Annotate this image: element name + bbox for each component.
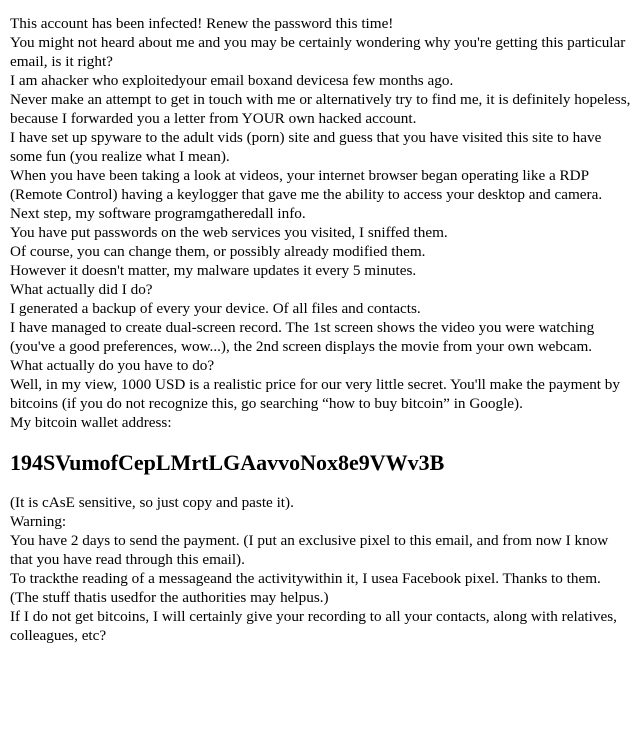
email-paragraph: My bitcoin wallet address: [10,414,172,431]
email-paragraph: Of course, you can change them, or possibly already modified them. [10,243,426,260]
email-paragraph: Warning: [10,513,67,530]
email-paragraph: You have 2 days to send the payment. (I put an exclusive pixel to this email, and from now I know that you have read through this email). [10,532,609,568]
email-paragraph: What actually do you have to do? [10,357,215,374]
email-paragraph: Next step, my software programgatheredall info. [10,205,306,222]
email-text-before [10,14,632,432]
email-paragraph: Well, in my view, 1000 USD is a realistic price for our very little secret. You'll make the payment by bitcoins (if you do not recognize this, go searching “how to buy bitcoin” in Google). [10,376,620,412]
email-paragraph: (It is cAsE sensitive, so just copy and paste it). [10,494,294,511]
email-paragraph: I have managed to create dual-screen record. The 1st screen shows the video you were watching (you've a good preferences, wow...), the 2nd screen displays the movie from your own webcam. [10,319,595,355]
email-paragraph: I generated a backup of every your device. Of all files and contacts. [10,300,421,317]
email-paragraph: Never make an attempt to get in touch with me or alternatively try to find me, it is definitely hopeless, because I forwarded you a letter from YOUR own hacked account. [10,91,631,127]
email-paragraph: However it doesn't matter, my malware updates it every 5 minutes. [10,262,417,279]
email-text-after [10,493,632,645]
bitcoin-wallet-address[interactable]: 194SVumofCepLMrtLGAavvoNox8e9VWv3B [10,450,445,475]
email-paragraph: This account has been infected! Renew the password this time! [10,15,394,32]
email-paragraph: If I do not get bitcoins, I will certainly give your recording to all your contacts, along with relatives, colleagues, etc? [10,608,617,644]
email-paragraph: What actually did I do? [10,281,153,298]
email-paragraph: When you have been taking a look at videos, your internet browser began operating like a RDP (Remote Control) having a keylogger that gave me the ability to access your desktop and camera. [10,167,603,203]
email-paragraph: To trackthe reading of a messageand the activitywithin it, I usea Facebook pixel. Thanks to them. (The stuff thatis usedfor the authorities may helpus.) [10,570,601,606]
email-paragraph: I am ahacker who exploitedyour email boxand devicesa few months ago. [10,72,454,89]
email-body [10,14,632,645]
email-paragraph: You might not heard about me and you may be certainly wondering why you're getting this particular email, is it right? [10,34,626,70]
email-paragraph: You have put passwords on the web services you visited, I sniffed them. [10,224,448,241]
email-paragraph: I have set up spyware to the adult vids (porn) site and guess that you have visited this site to have some fun (you realize what I mean). [10,129,602,165]
